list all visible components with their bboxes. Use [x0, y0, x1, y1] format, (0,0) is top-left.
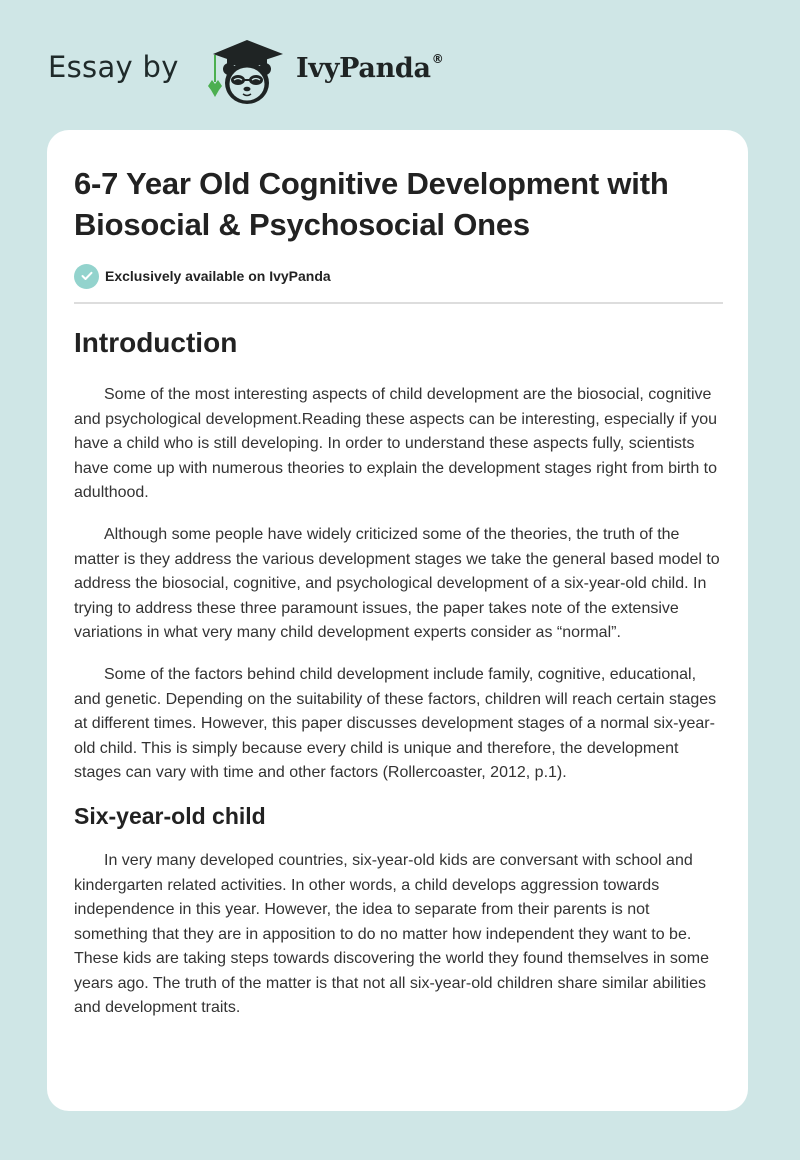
brand-name[interactable]	[296, 53, 443, 84]
panda-logo-icon[interactable]	[203, 36, 293, 108]
paragraph: Some of the factors behind child development include family, cognitive, educational, and genetic. Depending on the suitability of these factors, children will reach certain stages at different times. However, this paper discusses development stages of a normal six-year-old child. This is simply because every child is unique and therefore, the development stages can vary with time and other factors (Rollercoaster, 2012, p.1).	[74, 665, 717, 782]
check-circle-icon	[74, 264, 99, 289]
essay-content	[74, 323, 723, 1021]
section-heading-introduction: Introduction	[74, 327, 238, 358]
paragraph: In very many developed countries, six-year-old kids are conversant with school and kindergarten related activities. In other words, a child develops aggression towards independence in this year. However, the idea to separate from their parents is not something that they are in apposition to do no matter how independent they want to be. These kids are taking steps towards discovering the world they found themselves in some years ago. The truth of the matter is that not all six-year-old children share similar abilities and development traits.	[74, 851, 709, 1017]
essay-by-label: Essay by	[48, 50, 179, 84]
site-header	[0, 0, 800, 130]
registered-mark: ®	[431, 52, 444, 66]
section-heading-six-year-old-child: Six-year-old child	[74, 802, 266, 829]
paragraph: Although some people have widely criticized some of the theories, the truth of the matter is they address the various development stages we take the general based model to address the biosocial, cognitive, and psychological development of a six-year-old child. In trying to address these three paramount issues, the paper takes note of the extensive variations in what very many child development experts consider as “normal”.	[74, 525, 720, 642]
paragraph: Some of the most interesting aspects of child development are the biosocial, cognitive and psychological development.Reading these aspects can be interesting, especially if you have a child who is still developing. In order to understand these aspects fully, scientists have come up with numerous theories to explain the development stages right from birth to adulthood.	[74, 386, 718, 502]
essay-title: 6-7 Year Old Cognitive Development with Biosocial & Psychosocial Ones	[74, 166, 669, 242]
exclusive-label: Exclusively available on IvyPanda	[105, 268, 331, 284]
exclusive-badge	[74, 263, 331, 289]
divider	[74, 302, 723, 304]
essay-card	[47, 130, 748, 1111]
brand-name-text: IvyPanda	[296, 53, 431, 84]
